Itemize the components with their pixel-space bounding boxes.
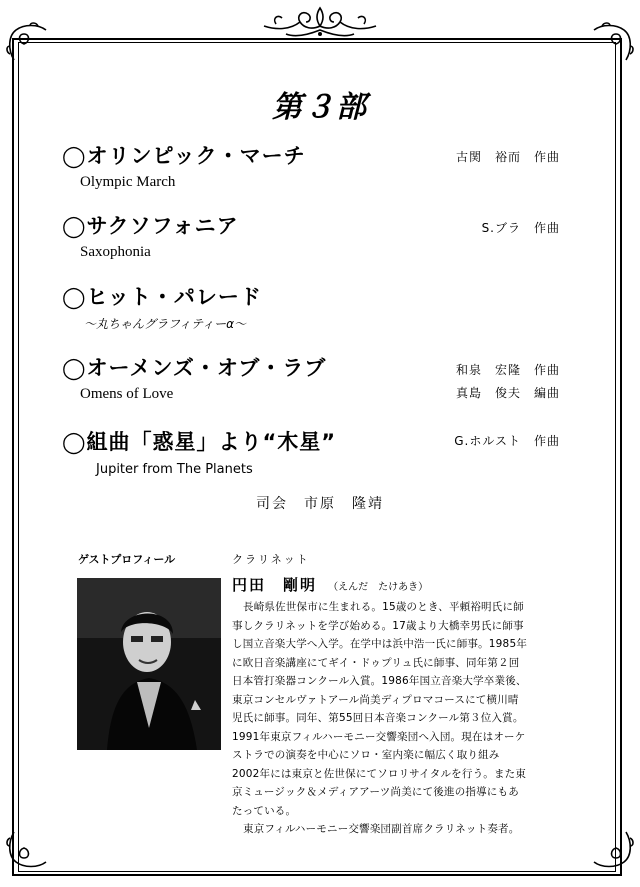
guest-name-reading: （えんだ たけあき） (328, 582, 429, 593)
bio-line: 東京フィルハーモニー交響楽団副首席クラリネット奏者。 (243, 823, 520, 835)
bio-line: 事しクラリネットを学び始める。17歳より大橋幸男氏に師事 (232, 619, 524, 632)
bio-line: 日本管打楽器コンクール入賞。1986年国立音楽大学卒業後、 (232, 675, 527, 687)
top-ornament-icon (256, 4, 384, 42)
piece-title: ◯サクソフォニア (62, 214, 239, 238)
piece-title: ◯オーメンズ・オブ・ラブ (62, 356, 327, 380)
program-item (62, 281, 562, 332)
piece-subtitle: Olympic March (80, 174, 176, 190)
guest-instrument: クラリネット (232, 553, 310, 566)
piece-subtitle: Jupiter from The Planets (96, 462, 253, 477)
corner-ornament-bottom-left-icon (4, 826, 50, 872)
bio-line: に欧日音楽講座にてギイ・ドゥプリュ氏に師事、同年第２回 (232, 656, 520, 669)
piece-subtitle: Omens of Love (80, 386, 174, 402)
piece-title: ◯オリンピック・マーチ (62, 144, 306, 168)
bio-line: ストラでの演奏を中心にソロ・室内楽に幅広く取り組み (232, 749, 500, 761)
bio-line: 児氏に師事。同年、第55回日本音楽コンクール第３位入賞。 (232, 712, 524, 724)
piece-subtitle: ～丸ちゃんグラフィティーα～ (84, 317, 246, 331)
guest-name: 円田 剛明 (232, 576, 318, 594)
bio-line: し国立音楽大学へ入学。在学中は浜中浩一氏に師事。1985年 (232, 638, 528, 650)
bio-line: 2002年には東京と佐世保にてソロリサイタルを行う。また東 (232, 767, 527, 780)
bio-line: 東京コンセルヴァトアール尚美ディプロマコースにて横川晴 (232, 693, 519, 706)
guest-bio (232, 598, 572, 839)
section-title: 第３部 (272, 90, 368, 125)
bio-line: たっている。 (232, 804, 297, 817)
piece-title: ◯組曲「惑星」より“木星” (62, 430, 337, 454)
bio-line: 京ミュージック＆メディアアーツ尚美にて後進の指導にもあ (232, 786, 519, 798)
piece-subtitle: Saxophonia (80, 244, 151, 260)
bio-line: 1991年東京フィルハーモニー交響楽団へ入団。現在はオーケ (232, 730, 526, 743)
corner-ornament-top-left-icon (4, 20, 50, 66)
bio-line: 長崎県佐世保市に生まれる。15歳のとき、平頼裕明氏に師 (243, 601, 524, 613)
corner-ornament-top-right-icon (590, 20, 636, 66)
piece-credit: G.ホルスト 作曲 (454, 434, 560, 448)
guest-name-line (232, 574, 428, 595)
guest-profile-label: ゲストプロフィール (78, 553, 176, 566)
corner-ornament-bottom-right-icon (590, 826, 636, 872)
piece-credit: 真島 俊夫 編曲 (455, 386, 560, 400)
mc-credit: 司会 市原 隆靖 (256, 496, 384, 512)
guest-photo (77, 578, 221, 750)
piece-credit: 古関 裕而 作曲 (455, 150, 560, 164)
piece-title: ◯ヒット・パレード (62, 285, 262, 309)
piece-credit: S.ブラ 作曲 (481, 221, 560, 235)
piece-credit: 和泉 宏隆 作曲 (455, 363, 560, 377)
